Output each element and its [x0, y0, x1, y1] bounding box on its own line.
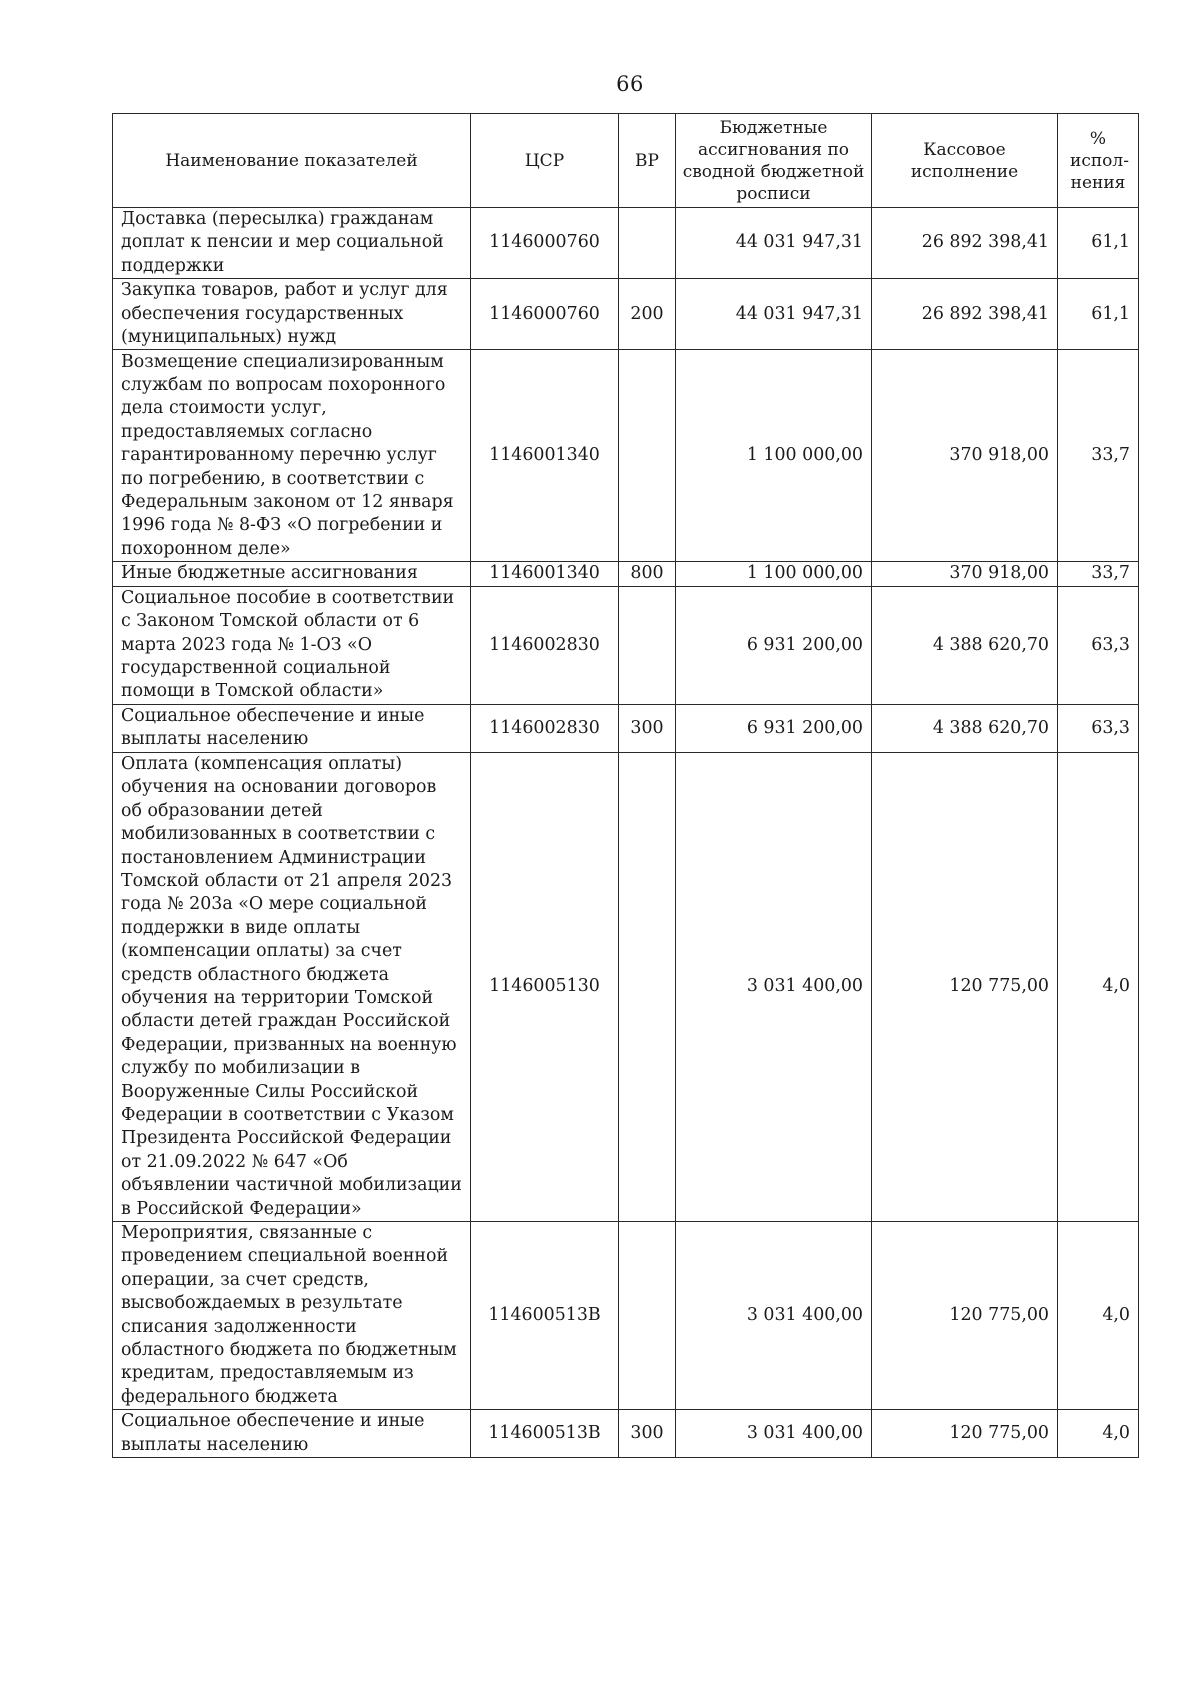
row-percent: 61,1: [1058, 279, 1139, 350]
table-row: [113, 350, 1139, 562]
table-row: [113, 1222, 1139, 1410]
table-row: [113, 752, 1139, 1221]
row-vr: 800: [619, 562, 676, 586]
row-percent: 33,7: [1058, 562, 1139, 586]
row-csr: 1146005130: [471, 752, 619, 1221]
row-vr: [619, 586, 676, 704]
budget-execution-table: [112, 113, 1139, 1458]
row-name: Оплата (компенсация оплаты) обучения на основании договоров об образовании детей мобилизованных в соответствии с постановлением Администрации Томской области от 21 апреля 2023 года № 203а «О мере социальной поддержки в виде оплаты (компенсации оплаты) за счет средств областного бюджета обучения на территории Томской области детей граждан Российской Федерации, призванных на военную службу по мобилизации в Вооруженные Силы Российской Федерации в соответствии с Указом Президента Российской Федерации от 21.09.2022 № 647 «Об объявлении частичной мобилизации в Российской Федерации»: [113, 752, 471, 1221]
row-name: Социальное обеспечение и иные выплаты населению: [113, 1410, 471, 1458]
header-percent: % испол-нения: [1058, 114, 1139, 208]
row-vr: [619, 208, 676, 279]
row-csr: 1146002830: [471, 704, 619, 752]
row-execution: 120 775,00: [872, 1410, 1058, 1458]
row-vr: 300: [619, 704, 676, 752]
row-name: Возмещение специализированным службам по вопросам похоронного дела стоимости услуг, предоставляемых согласно гарантированному перечню услуг по погребению, в соответствии с Федеральным законом от 12 января 1996 года № 8-ФЗ «О погребении и похоронном деле»: [113, 350, 471, 562]
table-header: [113, 114, 1139, 208]
row-assignments: 6 931 200,00: [676, 704, 872, 752]
row-assignments: 3 031 400,00: [676, 1222, 872, 1410]
table-row: [113, 562, 1139, 586]
row-assignments: 3 031 400,00: [676, 1410, 872, 1458]
row-percent: 4,0: [1058, 1410, 1139, 1458]
row-csr: 1146000760: [471, 208, 619, 279]
row-vr: [619, 350, 676, 562]
row-csr: 114600513В: [471, 1410, 619, 1458]
row-percent: 63,3: [1058, 704, 1139, 752]
table-row: [113, 279, 1139, 350]
row-execution: 370 918,00: [872, 562, 1058, 586]
row-name: Мероприятия, связанные с проведением специальной военной операции, за счет средств, высвобождаемых в результате списания задолженности областного бюджета по бюджетным кредитам, предоставляемым из федерального бюджета: [113, 1222, 471, 1410]
row-assignments: 6 931 200,00: [676, 586, 872, 704]
row-name: Закупка товаров, работ и услуг для обеспечения государственных (муниципальных) нужд: [113, 279, 471, 350]
header-assignments: Бюджетные ассигнования по сводной бюджетной росписи: [676, 114, 872, 208]
header-execution: Кассовое исполнение: [872, 114, 1058, 208]
row-percent: 33,7: [1058, 350, 1139, 562]
row-assignments: 1 100 000,00: [676, 350, 872, 562]
row-execution: 4 388 620,70: [872, 704, 1058, 752]
header-csr: ЦСР: [471, 114, 619, 208]
table-row: [113, 208, 1139, 279]
row-vr: 300: [619, 1410, 676, 1458]
row-csr: 1146002830: [471, 586, 619, 704]
page-number: 66: [616, 72, 644, 96]
row-percent: 4,0: [1058, 1222, 1139, 1410]
table-row: [113, 586, 1139, 704]
row-execution: 4 388 620,70: [872, 586, 1058, 704]
row-execution: 26 892 398,41: [872, 208, 1058, 279]
table-row: [113, 704, 1139, 752]
row-vr: 200: [619, 279, 676, 350]
row-percent: 4,0: [1058, 752, 1139, 1221]
row-execution: 120 775,00: [872, 1222, 1058, 1410]
table-body: [113, 208, 1139, 1458]
header-vr: ВР: [619, 114, 676, 208]
row-vr: [619, 1222, 676, 1410]
row-name: Иные бюджетные ассигнования: [113, 562, 471, 586]
row-csr: 114600513В: [471, 1222, 619, 1410]
row-name: Социальное обеспечение и иные выплаты населению: [113, 704, 471, 752]
row-execution: 120 775,00: [872, 752, 1058, 1221]
row-csr: 1146001340: [471, 562, 619, 586]
row-name: Доставка (пересылка) гражданам доплат к пенсии и мер социальной поддержки: [113, 208, 471, 279]
row-percent: 63,3: [1058, 586, 1139, 704]
row-vr: [619, 752, 676, 1221]
row-name: Социальное пособие в соответствии с Законом Томской области от 6 марта 2023 года № 1-ОЗ «О государственной социальной помощи в Томской области»: [113, 586, 471, 704]
table-row: [113, 1410, 1139, 1458]
row-execution: 26 892 398,41: [872, 279, 1058, 350]
row-assignments: 44 031 947,31: [676, 279, 872, 350]
row-csr: 1146001340: [471, 350, 619, 562]
row-execution: 370 918,00: [872, 350, 1058, 562]
row-assignments: 44 031 947,31: [676, 208, 872, 279]
row-csr: 1146000760: [471, 279, 619, 350]
row-assignments: 1 100 000,00: [676, 562, 872, 586]
row-assignments: 3 031 400,00: [676, 752, 872, 1221]
row-percent: 61,1: [1058, 208, 1139, 279]
header-name: Наименование показателей: [113, 114, 471, 208]
